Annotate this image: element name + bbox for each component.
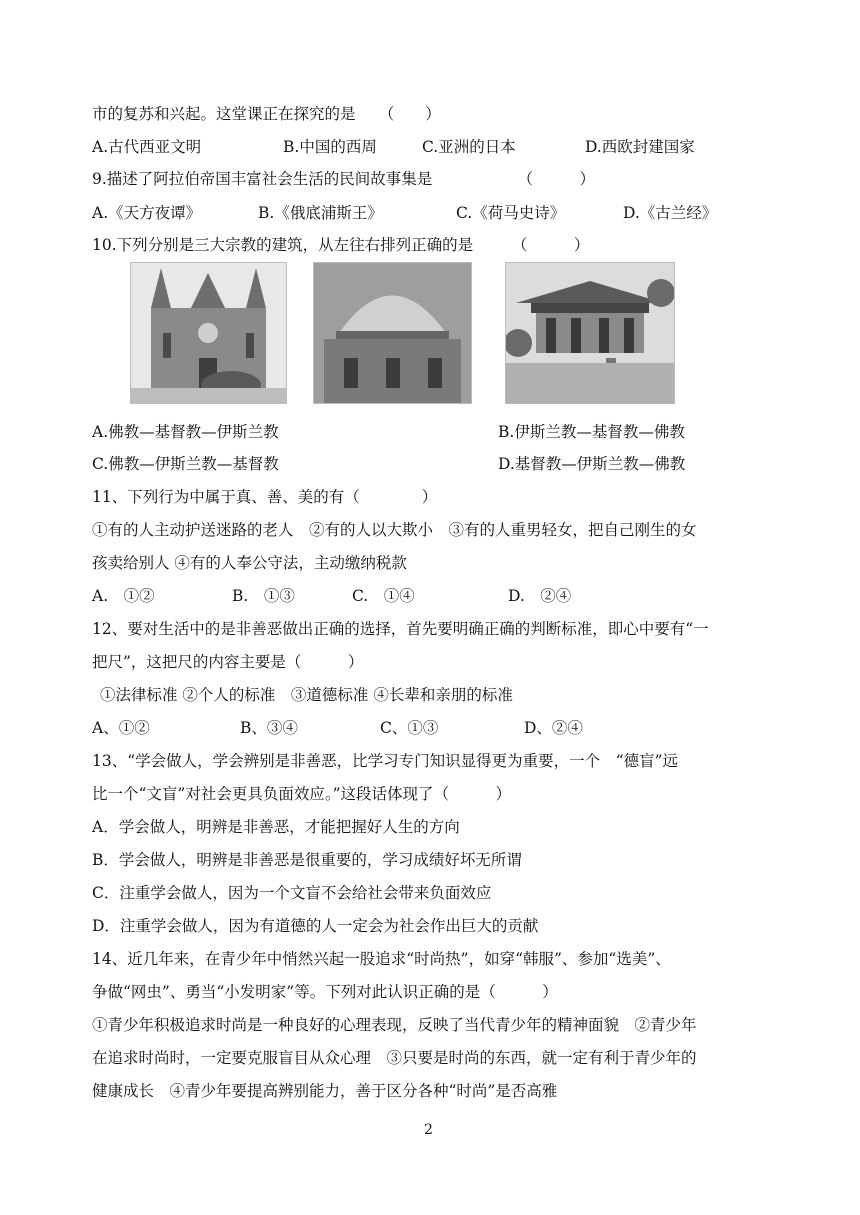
q9-option-c: C.《荷马史诗》 [456,204,566,222]
temple-photo [505,262,675,404]
q11-option-b: B. ①③ [232,587,295,605]
q10-option-b: B.伊斯兰教—基督教—佛教 [498,423,685,441]
question-14-items-1: ①青少年积极追求时尚是一种良好的心理表现，反映了当代青少年的精神面貌 ②青少年 [92,1016,697,1034]
page-number: 2 [424,1122,433,1138]
q8-option-a: A.古代西亚文明 [92,138,202,156]
q10-option-c: C.佛教—伊斯兰教—基督教 [92,455,279,473]
question-14-stem-2: 争做“网虫”、勇当“小发明家”等。下列对此认识正确的是（ ） [92,983,558,1001]
q8-option-c: C.亚洲的日本 [422,138,516,156]
church-photo [130,262,287,404]
q11-option-c: C. ①④ [352,587,415,605]
question-12-items: ①法律标准 ②个人的标准 ③道德标准 ④长辈和亲朋的标准 [100,686,513,704]
question-14-items-3: 健康成长 ④青少年要提高辨别能力，善于区分各种“时尚”是否高雅 [92,1082,558,1100]
q13-option-c: C．注重学会做人，因为一个文盲不会给社会带来负面效应 [92,884,492,902]
question-11-items-2: 孩卖给别人 ④有的人奉公守法，主动缴纳税款 [92,554,407,572]
q12-option-a: A、①② [92,719,150,737]
q9-option-b: B.《俄底浦斯王》 [258,204,383,222]
church-icon [131,263,286,403]
question-11-items-1: ①有的人主动护送迷路的老人 ②有的人以大欺小 ③有的人重男轻女，把自己刚生的女 [92,521,697,539]
mosque-dome-icon [314,263,471,403]
q13-option-b: B．学会做人，明辨是非善恶是很重要的，学习成绩好坏无所谓 [92,851,522,869]
mosque-photo [313,262,472,404]
question-11-stem: 11、下列行为中属于真、善、美的有（ ） [92,488,438,506]
q8-option-b: B.中国的西周 [283,138,377,156]
q12-option-c: C、①③ [380,719,439,737]
q12-option-b: B、③④ [240,719,298,737]
question-13-stem-2: 比一个“文盲”对社会更具负面效应。”这段话体现了（ ） [92,785,512,803]
question-12-stem-2: 把尺”，这把尺的内容主要是（ ） [92,653,364,671]
q11-option-a: A. ①② [92,587,155,605]
q8-option-d: D.西欧封建国家 [585,138,695,156]
question-13-stem-1: 13、“学会做人，学会辨别是非善恶，比学习专门知识显得更为重要，一个 “德盲”远 [92,752,678,770]
question-14-stem-1: 14、近几年来，在青少年中悄然兴起一股追求“时尚热”，如穿“韩服”、参加“选美”、 [92,950,671,968]
q13-option-d: D．注重学会做人，因为有道德的人一定会为社会作出巨大的贡献 [92,917,539,935]
q10-option-d: D.基督教—伊斯兰教—佛教 [498,455,686,473]
question-8-stem-end: 市的复苏和兴起。这堂课正在探究的是 （ ） [92,105,441,123]
temple-icon [506,263,674,403]
question-12-stem-1: 12、要对生活中的是非善恶做出正确的选择，首先要明确正确的判断标准，即心中要有“一 [92,620,709,638]
q11-option-d: D. ②④ [508,587,572,605]
q12-option-d: D、②④ [524,719,583,737]
question-14-items-2: 在追求时尚时，一定要克服盲目从众心理 ③只要是时尚的东西，就一定有利于青少年的 [92,1049,697,1067]
q13-option-a: A．学会做人，明辨是非善恶，才能把握好人生的方向 [92,818,460,836]
question-10-stem: 10.下列分别是三大宗教的建筑，从左往右排列正确的是 （ ） [92,236,590,254]
q9-option-a: A.《天方夜谭》 [92,204,202,222]
q9-option-d: D.《古兰经》 [623,204,718,222]
q10-option-a: A.佛教—基督教—伊斯兰教 [92,423,279,441]
question-9-stem: 9.描述了阿拉伯帝国丰富社会生活的民间故事集是 （ ） [92,170,596,188]
